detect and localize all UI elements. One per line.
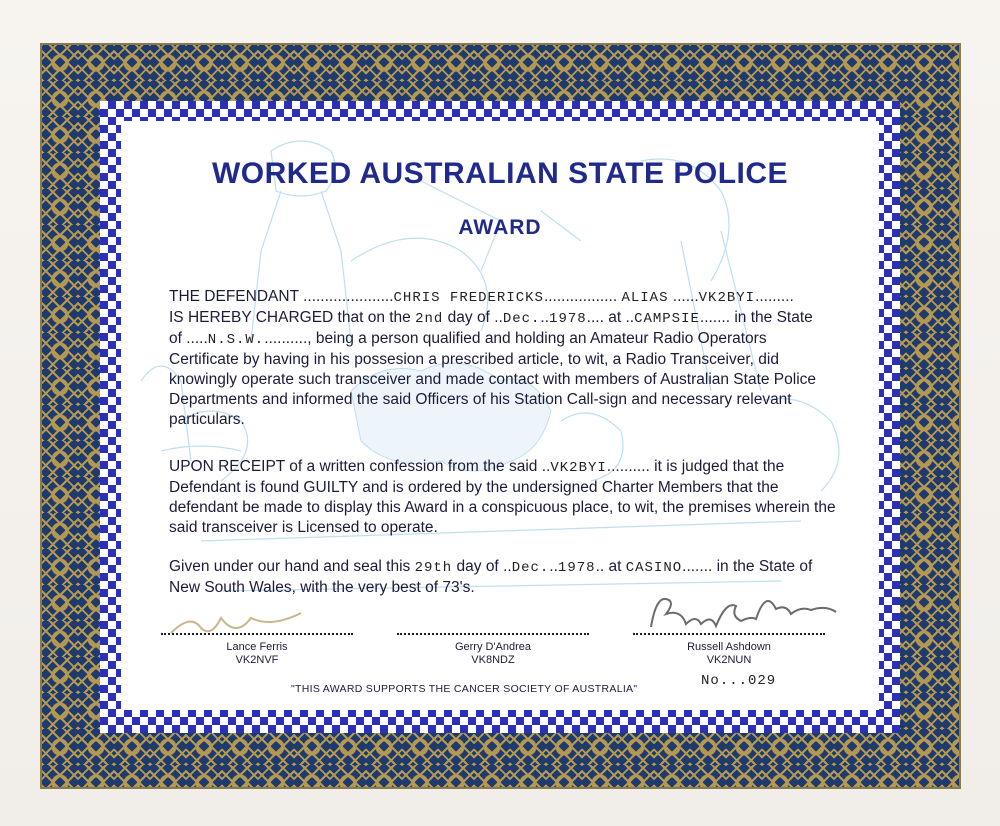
charge-year: 1978 (549, 311, 587, 327)
charge-place: CAMPSIE (634, 311, 700, 327)
signature-lance-ferris (161, 611, 321, 641)
given-paragraph: Given under our hand and seal this 29th day of ..Dec...1978.. at CASINO....... in the State of New South Wales, with the very best of 73's. (169, 558, 813, 596)
charge-day: 2nd (415, 311, 444, 327)
signatory-1: Lance Ferris VK2NVF (226, 641, 288, 666)
charge-paragraph: THE DEFENDANT .....................CHRIS FREDERICKS................. ALIAS ......VK2BYI......... IS HEREBY CHARGED that on the 2nd day of ..Dec...1978.... at ..CAMPSIE....... in the State of .....N.S.W..........., being a person qualified and holding an Amateur Radio Operators Certificate by having in his possesion a prescribed article, to wit, a Radio Transceiver, did knowingly operate such transceiver and made contact with members of Australian State Police Departments and informed the said Officers of his Station Call-sign and necessary relevant particulars. (169, 288, 817, 428)
given-body-text: in the State of New South Wales, with the very best of 73's. (169, 558, 813, 596)
award-number: No...029 (701, 673, 777, 689)
signature-line-1 (161, 633, 353, 635)
certificate-body (121, 121, 879, 710)
given-year: 1978 (557, 560, 596, 576)
charge-body-text: , being a person qualified and holding an Amateur Radio Operators Certificate by having in his possesion a prescribed article, to wit, a Radio Transceiver, did knowingly operate such transceiver and made contact with members of Australian State Police Departments and informed the said Officers of his Station Call-sign and necessary relevant particulars. (169, 330, 817, 428)
given-place: CASINO (625, 560, 683, 576)
alias-label: ALIAS (621, 290, 669, 306)
given-month: Dec. (511, 560, 550, 576)
award-title: WORKED AUSTRALIAN STATE POLICE (211, 157, 789, 190)
receipt-body-text: it is judged that the Defendant is found GUILTY and is ordered by the undersigned Charter Members that the defendant be made to display this Award in a conspicuous place, to wit, the premises wherein the said transceiver is Licensed to operate. (169, 458, 836, 536)
given-day: 29th (414, 560, 453, 576)
charge-state: N.S.W. (207, 332, 265, 348)
signatory-3: Russell Ashdown VK2NUN (687, 641, 771, 666)
charged-text: IS HEREBY CHARGED that on the (169, 309, 411, 326)
receipt-callsign: VK2BYI (550, 460, 607, 476)
defendant-label: THE DEFENDANT (169, 288, 299, 305)
signatory-2: Gerry D'Andrea VK8NDZ (454, 641, 532, 666)
award-subtitle: AWARD (458, 216, 542, 239)
cancer-society-note: "THIS AWARD SUPPORTS THE CANCER SOCIETY OF AUSTRALIA" (291, 683, 638, 695)
alias-callsign: VK2BYI (698, 290, 756, 306)
receipt-paragraph: UPON RECEIPT of a written confession from the said ..VK2BYI.......... it is judged that the Defendant is found GUILTY and is ordered by the undersigned Charter Members that the defendant be made to display this Award in a conspicuous place, to wit, the premises wherein the said transceiver is Licensed to operate. (169, 458, 836, 536)
signature-line-2 (397, 633, 589, 635)
charge-month: Dec. (502, 311, 541, 327)
signature-russell-ashdown (641, 587, 861, 635)
defendant-name: CHRIS FREDERICKS (393, 290, 544, 306)
signature-line-3 (633, 633, 825, 635)
